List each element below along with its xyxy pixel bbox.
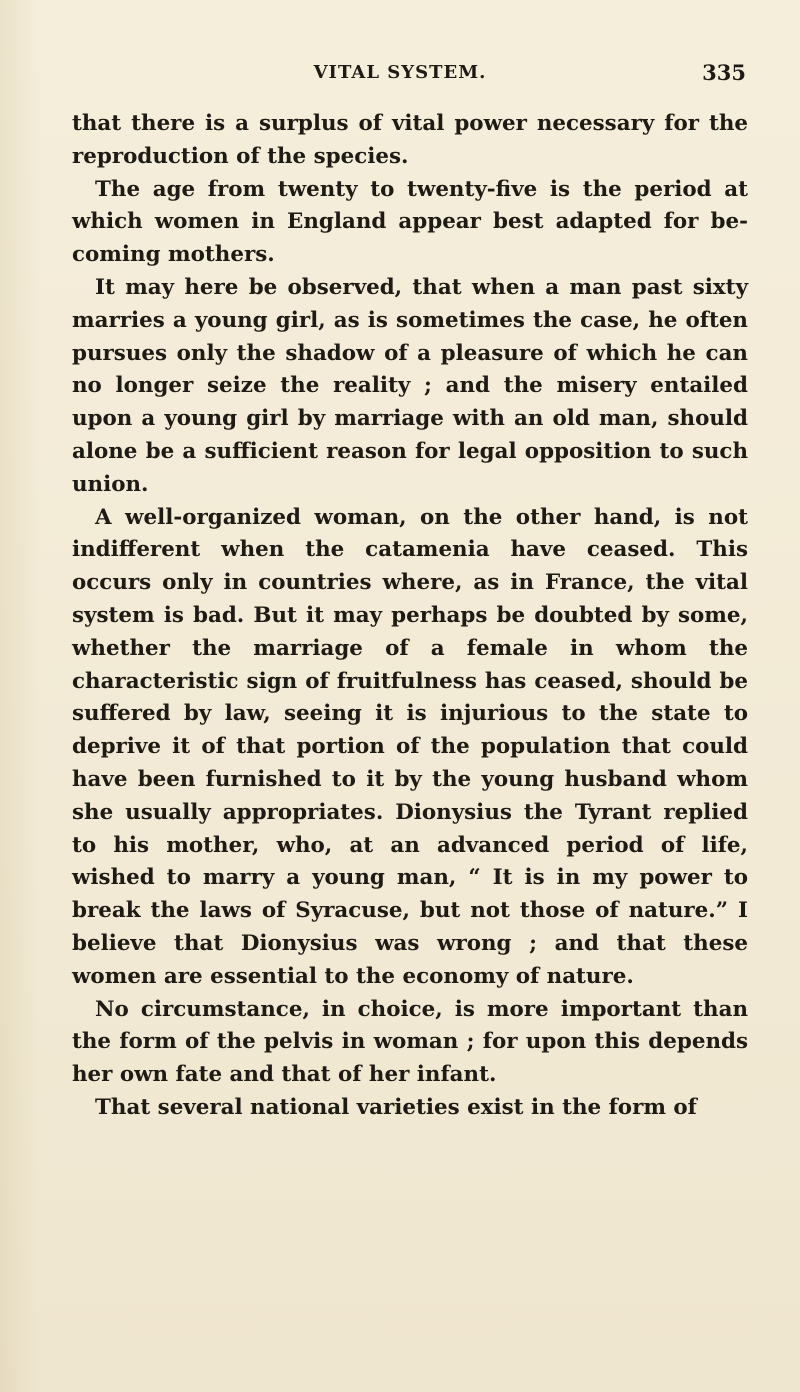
running-head: VITAL SYSTEM. [313, 62, 487, 83]
paragraph: A well-organized woman, on the other hand, is not indifferent when the catamenia have ceased. This occurs only in countries where, as in France, the vital system is bad. But it may perhaps be doubted by some, whether the marriage of a female in whom the characteristic sign of fruitfulness has ceased, should be suffered by law, seeing it is injurious to the state to deprive it of that portion of the population that could have been furnished to it by the young husband whom she usually appropriates. Dionysius the Tyrant replied to his mother, who, at an advanced period of life, wished to marry a young man, “ It is in my power to break the laws of Syracuse, but not those of nature.” I believe that Dionysius was wrong ; and that these women are essential to the economy of nature. [72, 504, 748, 989]
page-number: 335 [702, 60, 746, 85]
paragraph: that there is a surplus of vital power necessary for the reproduction of the species. [72, 111, 748, 169]
paragraph: No circumstance, in choice, is more important than the form of the pelvis in woman ; for upon this depends her own fate and that of her infant. [72, 996, 748, 1088]
paragraph: The age from twenty to twenty-five is the period at which women in England appear best adapted for becoming mothers. [72, 176, 748, 268]
page-header [0, 60, 800, 90]
paragraph: That several national varieties exist in the form of [95, 1094, 697, 1120]
body-text [72, 108, 748, 1125]
paragraph: It may here be observed, that when a man past sixty marries a young girl, as is sometimes the case, he often pursues only the shadow of a pleasure of which he can no longer seize the reality ; and the misery entailed upon a young girl by marriage with an old man, should alone be a sufficient reason for legal opposition to such union. [72, 274, 748, 497]
